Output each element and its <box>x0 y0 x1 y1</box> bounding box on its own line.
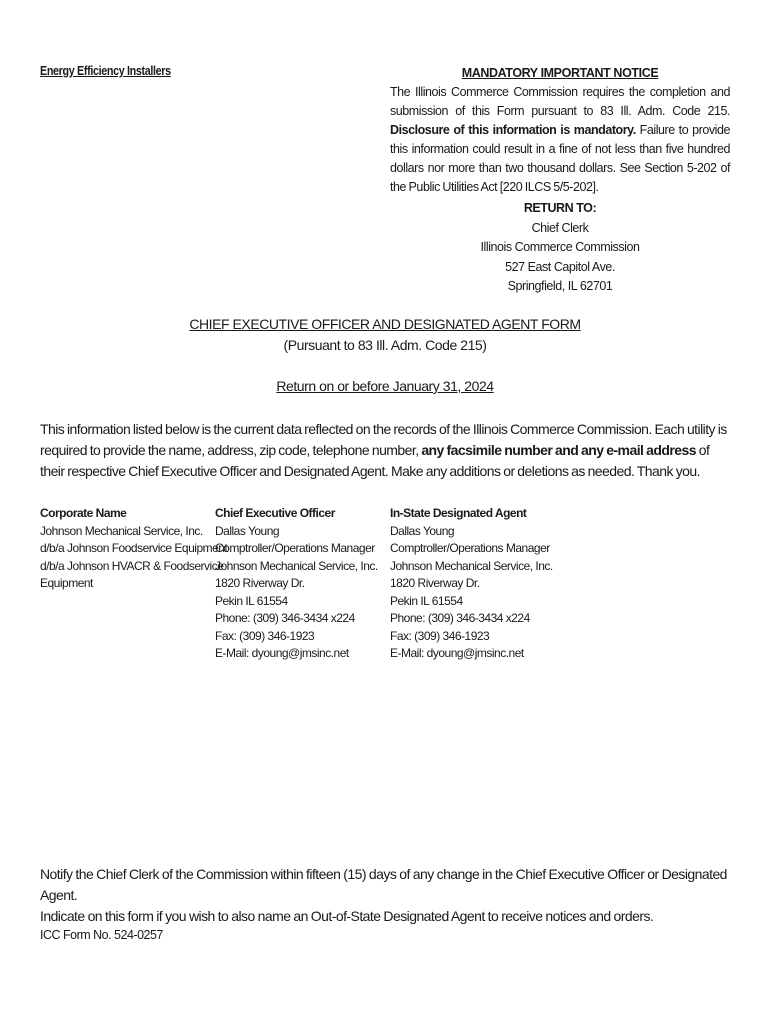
corporate-name-column <box>40 505 228 593</box>
ceo-column <box>215 505 385 663</box>
ceo-line: Phone: (309) 346-3434 x224 <box>215 611 355 625</box>
notice-text-bold: Disclosure of this information is mandatory. <box>390 123 636 137</box>
agent-line: Comptroller/Operations Manager <box>390 541 550 555</box>
ceo-line: Fax: (309) 346-1923 <box>215 628 315 643</box>
intro-paragraph <box>40 419 730 482</box>
agent-line: E-Mail: dyoung@jmsinc.net <box>390 646 524 660</box>
ceo-line: Pekin IL 61554 <box>215 593 288 608</box>
corporate-line: d/b/a Johnson Foodservice Equipment <box>40 541 228 555</box>
return-line: Chief Clerk <box>531 220 589 235</box>
notice-body <box>390 83 730 197</box>
notify-line: Notify the Chief Clerk of the Commission within fifteen (15) days of any change in the Chief Executive Officer or Designated Agent. <box>40 866 727 903</box>
agent-line: 1820 Riverway Dr. <box>390 576 480 590</box>
ceo-line: E-Mail: dyoung@jmsinc.net <box>215 646 349 660</box>
notice-title: MANDATORY IMPORTANT NOTICE <box>461 66 659 80</box>
form-subtitle: (Pursuant to 83 Ill. Adm. Code 215) <box>283 337 487 353</box>
ceo-line: Comptroller/Operations Manager <box>215 541 375 555</box>
intro-text-2: of their respective Chief Executive Officer and Designated Agent. Make any additions or deletions as needed. Thank you. <box>40 442 710 479</box>
return-line: Springfield, IL 62701 <box>507 279 613 293</box>
agent-line: Johnson Mechanical Service, Inc. <box>390 558 553 573</box>
agent-line: Fax: (309) 346-1923 <box>390 628 490 643</box>
mandatory-notice <box>390 64 730 197</box>
corporate-line: Equipment <box>40 576 93 590</box>
form-title: CHIEF EXECUTIVE OFFICER AND DESIGNATED AGENT FORM <box>189 316 581 332</box>
agent-line: Pekin IL 61554 <box>390 593 463 608</box>
return-line: 527 East Capitol Ave. <box>505 259 615 274</box>
agent-line: Phone: (309) 346-3434 x224 <box>390 611 530 625</box>
agent-heading: In-State Designated Agent <box>390 506 527 520</box>
notice-text-2: Failure to provide this information could result in a fine of not less than five hundred dollars nor more than two thousand dollars. See Section 5-202 of the Public Utilities Act [220 ILCS 5/5-202]. <box>390 123 730 194</box>
ceo-line: 1820 Riverway Dr. <box>215 576 305 590</box>
ceo-line: Dallas Young <box>215 523 280 538</box>
ceo-line: Johnson Mechanical Service, Inc. <box>215 558 378 573</box>
notify-line: Indicate on this form if you wish to also name an Out-of-State Designated Agent to receive notices and orders. <box>40 908 654 924</box>
form-number: ICC Form No. 524-0257 <box>40 928 163 942</box>
return-label: RETURN TO: <box>523 201 597 215</box>
notice-text-1: The Illinois Commerce Commission requires the completion and submission of this Form pursuant to 83 Ill. Adm. Code 215. <box>390 85 730 118</box>
ceo-heading: Chief Executive Officer <box>215 506 335 520</box>
form-title-block <box>0 314 770 356</box>
designated-agent-column <box>390 505 590 663</box>
corporate-heading: Corporate Name <box>40 506 127 520</box>
intro-text-1: This information listed below is the current data reflected on the records of the Illinois Commerce Commission. Each utility is required to provide the name, address, zip code, telephone number, <box>40 421 727 458</box>
category-heading: Energy Efficiency Installers <box>40 64 171 78</box>
agent-line: Dallas Young <box>390 523 455 538</box>
return-line: Illinois Commerce Commission <box>480 240 640 254</box>
return-address <box>390 199 730 297</box>
return-deadline: Return on or before January 31, 2024 <box>276 378 494 394</box>
corporate-line: Johnson Mechanical Service, Inc. <box>40 523 203 538</box>
corporate-line: d/b/a Johnson HVACR & Foodservice <box>40 558 224 573</box>
notification-instructions <box>40 864 740 927</box>
intro-text-bold: any facsimile number and any e-mail address <box>421 442 696 458</box>
